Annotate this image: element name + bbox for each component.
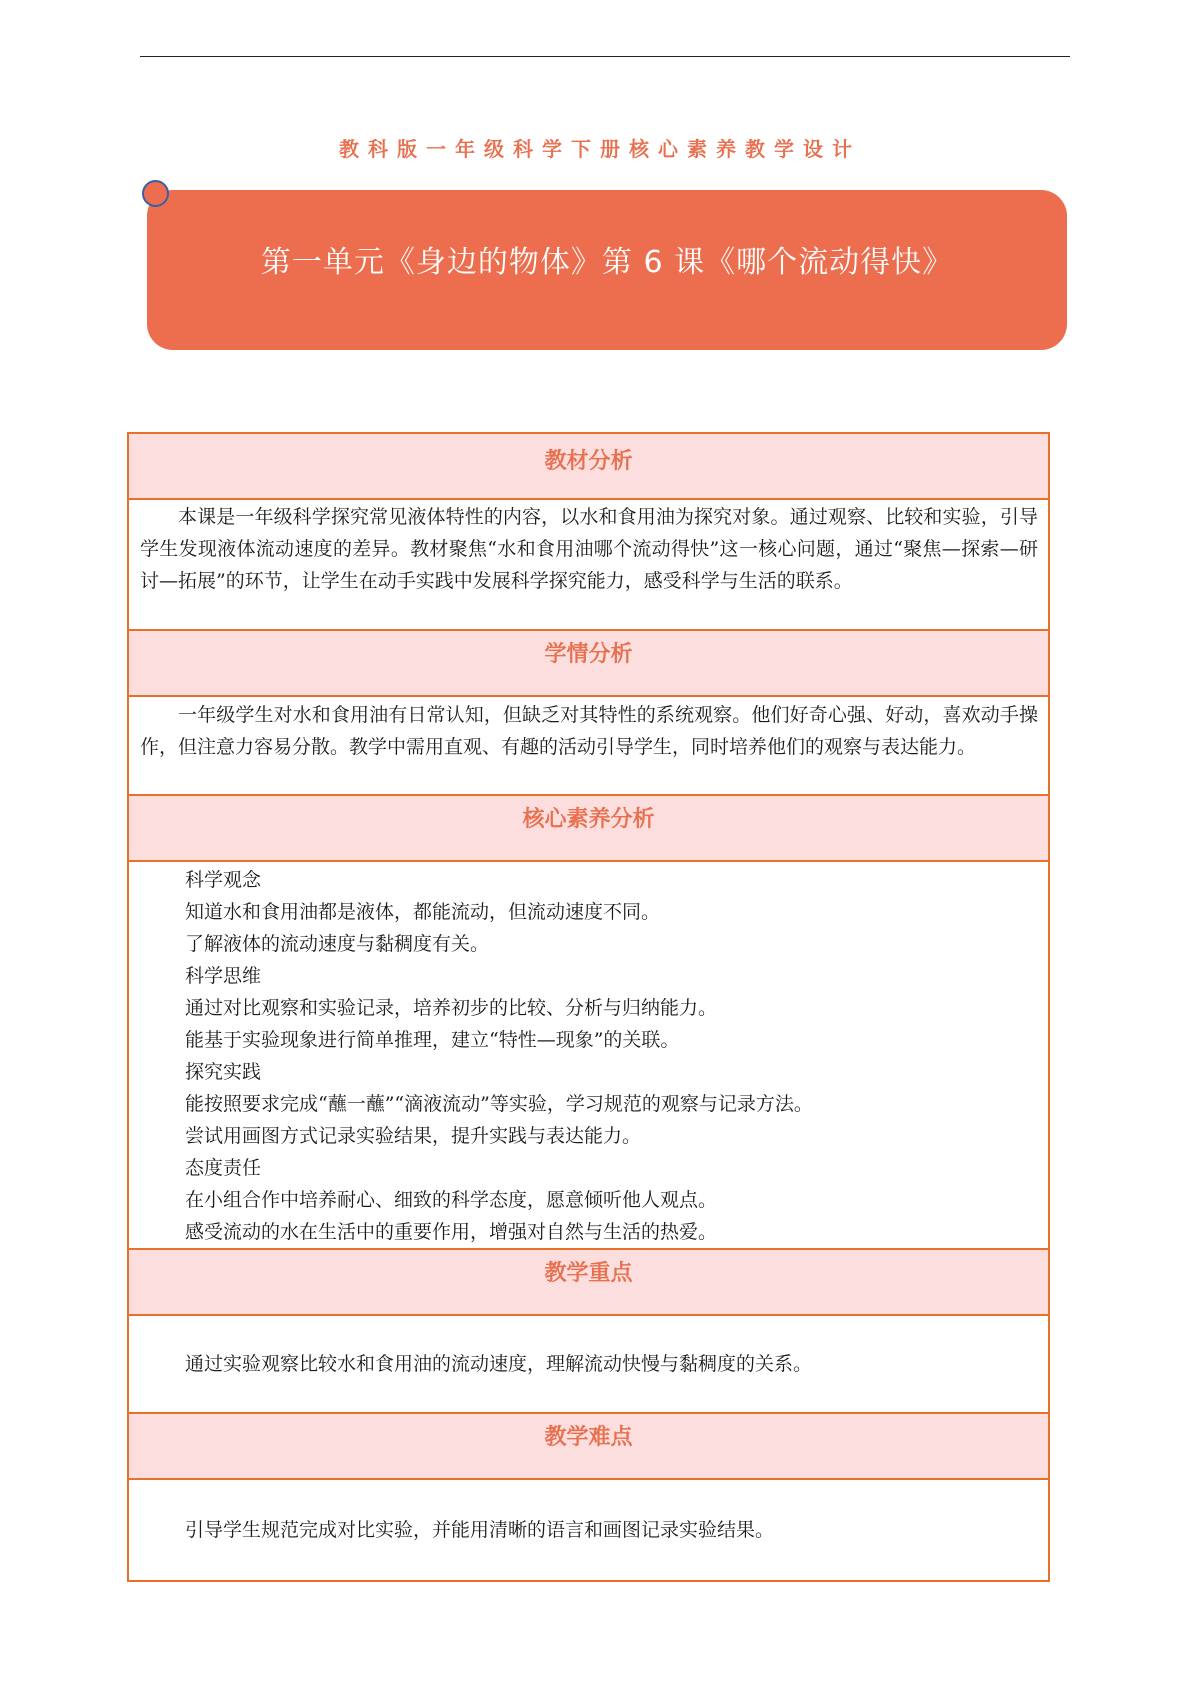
competency-line: 科学观念 [185, 869, 262, 891]
student-analysis-text: 一年级学生对水和食用油有日常认知，但缺乏对其特性的系统观察。他们好奇心强、好动，喜欢动手操作，但注意力容易分散。教学中需用直观、有趣的活动引导学生，同时培养他们的观察与表达能力。 [140, 704, 1038, 758]
lesson-design-table [127, 432, 1050, 1582]
competency-line: 在小组合作中培养耐心、细致的科学态度，愿意倾听他人观点。 [185, 1189, 718, 1211]
difficulty-text: 引导学生规范完成对比实验，并能用清晰的语言和画图记录实验结果。 [185, 1519, 775, 1541]
section-body-textbook [129, 500, 1048, 631]
competency-line: 知道水和食用油都是液体，都能流动，但流动速度不同。 [185, 901, 661, 923]
series-title: 教科版一年级科学下册核心素养教学设计 [339, 137, 861, 161]
section-heading-difficulty: 教学难点 [129, 1414, 1048, 1480]
section-body-students [129, 697, 1048, 796]
banner-dot-icon [142, 180, 169, 207]
competency-line: 了解液体的流动速度与黏稠度有关。 [185, 933, 490, 955]
competency-line: 科学思维 [185, 965, 262, 987]
competency-line: 能基于实验现象进行简单推理，建立“特性—现象”的关联。 [185, 1029, 680, 1051]
textbook-analysis-text: 本课是一年级科学探究常见液体特性的内容，以水和食用油为探究对象。通过观察、比较和实验，引导学生发现液体流动速度的差异。教材聚焦“水和食用油哪个流动得快”这一核心问题，通过“聚焦—探索—研讨—拓展”的环节，让学生在动手实践中发展科学探究能力，感受科学与生活的联系。 [140, 506, 1038, 592]
competency-line: 态度责任 [185, 1157, 262, 1179]
section-heading-competency: 核心素养分析 [129, 796, 1048, 862]
key-point-text: 通过实验观察比较水和食用油的流动速度，理解流动快慢与黏稠度的关系。 [185, 1353, 813, 1375]
section-body-difficulty [129, 1480, 1048, 1580]
section-heading-textbook: 教材分析 [129, 434, 1048, 500]
competency-line: 探究实践 [185, 1061, 262, 1083]
section-body-competency [129, 862, 1048, 1250]
competency-line: 通过对比观察和实验记录，培养初步的比较、分析与归纳能力。 [185, 997, 718, 1019]
section-heading-students: 学情分析 [129, 631, 1048, 697]
competency-line: 能按照要求完成“蘸一蘸”“滴液流动”等实验，学习规范的观察与记录方法。 [185, 1093, 813, 1115]
competency-line: 尝试用画图方式记录实验结果，提升实践与表达能力。 [185, 1125, 642, 1147]
top-rule [140, 56, 1070, 57]
lesson-title: 第一单元《身边的物体》第 6 课《哪个流动得快》 [260, 245, 954, 280]
section-heading-key-point: 教学重点 [129, 1250, 1048, 1316]
section-body-key-point [129, 1316, 1048, 1414]
competency-line: 感受流动的水在生活中的重要作用，增强对自然与生活的热爱。 [185, 1221, 718, 1243]
